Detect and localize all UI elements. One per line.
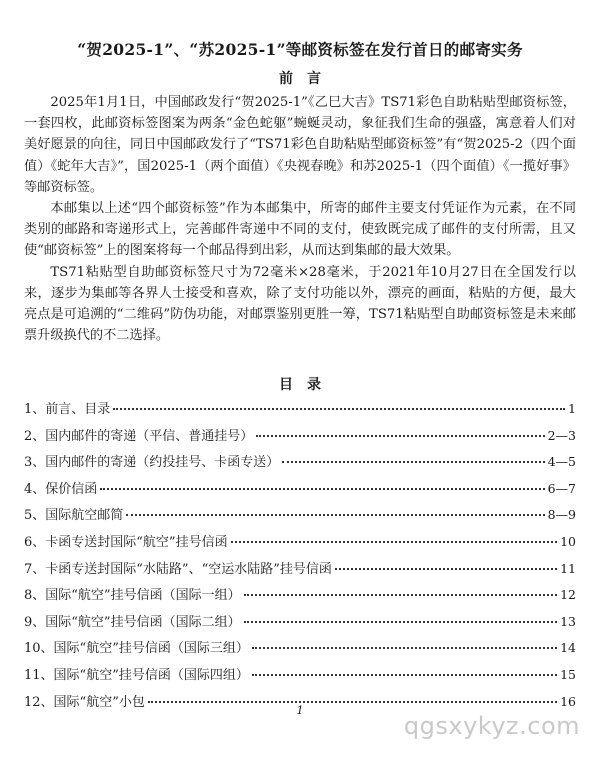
- toc-entry-label: 12、国际“航空”小包: [24, 694, 145, 710]
- toc-entry-page: 15: [560, 666, 576, 682]
- toc-entry: [24, 637, 576, 664]
- table-of-contents: [24, 398, 576, 717]
- toc-entry-page: 11: [560, 560, 576, 576]
- toc-entry-page: 2—3: [547, 427, 576, 443]
- toc-leader-dots: [256, 435, 544, 437]
- toc-entry-page: 1: [568, 401, 576, 416]
- toc-entry-page: 13: [560, 613, 576, 629]
- toc-leader-dots: [231, 541, 558, 543]
- toc-entry-label: 7、卡函专送封国际“水陆路”、“空运水陆路”挂号信函: [24, 561, 332, 577]
- paragraph-1: 2025年1月1日，中国邮政发行“贺2025-1”《乙巳大吉》TS71彩色自助粘贴型邮资标签，一套四枚，此邮资标签图案为两条“金色蛇躯”蜿蜒灵动，象征我们生命的强盛，寓意着人们对美好愿景的向往，同日中国邮政发行了“TS71彩色自助粘贴型邮资标签”有“贺2025-2（四个面值）《蛇年大吉》”，国2025-1（两个面值）《央视春晚》和苏2025-1（四个面值）《一揽好事》等邮资标签。: [24, 95, 576, 195]
- preface-body: [24, 92, 576, 346]
- toc-entry-label: 10、国际“航空”挂号信函（国际三组）: [24, 641, 249, 657]
- toc-entry-label: 2、国内邮件的寄递（平信、普通挂号）: [24, 428, 254, 444]
- toc-entry-page: 10: [560, 533, 576, 549]
- preface-heading: 前言: [279, 71, 335, 87]
- toc-entry-label: 9、国际“航空”挂号信函（国际二组）: [24, 614, 241, 630]
- toc-entry-page: 6—7: [547, 480, 576, 496]
- toc-entry: [24, 398, 576, 425]
- toc-entry-page: 14: [560, 640, 576, 656]
- toc-leader-dots: [126, 514, 544, 516]
- toc-leader-dots: [148, 701, 557, 703]
- toc-heading: 目录: [279, 377, 335, 393]
- toc-entry-page: 8—9: [547, 507, 576, 523]
- toc-leader-dots: [244, 594, 558, 596]
- page-number: 1: [296, 704, 304, 717]
- toc-entry: [24, 558, 576, 585]
- toc-entry-page: 16: [560, 693, 576, 709]
- toc-entry: [24, 478, 576, 505]
- toc-leader-dots: [252, 674, 557, 676]
- toc-leader-dots: [282, 461, 544, 463]
- toc-entry: [24, 504, 576, 531]
- toc-entry: [24, 531, 576, 558]
- document-title: “贺2025-1”、“苏2025-1”等邮资标签在发行首日的邮寄实务: [77, 40, 523, 59]
- toc-leader-dots: [113, 408, 565, 410]
- toc-leader-dots: [244, 621, 558, 623]
- toc-entry: [24, 425, 576, 452]
- toc-entry: [24, 611, 576, 638]
- site-watermark: qgsxykyz.com: [403, 712, 580, 740]
- toc-entry-label: 11、国际“航空”挂号信函（国际四组）: [24, 667, 249, 683]
- toc-entry-label: 6、卡函专送封国际“航空”挂号信函: [24, 534, 228, 550]
- toc-entry-label: 5、国际航空邮简: [24, 508, 124, 524]
- toc-entry-label: 1、前言、目录: [24, 402, 111, 417]
- toc-entry-label: 4、保价信函: [24, 481, 98, 497]
- toc-leader-dots: [252, 647, 557, 649]
- toc-entry-page: 4—5: [547, 454, 576, 470]
- toc-entry: [24, 451, 576, 478]
- toc-entry-page: 12: [560, 587, 576, 603]
- paragraph-3: TS71粘贴型自助邮资标签尺寸为72毫米×28毫米，于2021年10月27日在全国发行以来，逐步为集邮等各界人士接受和喜欢，除了支付功能以外，漂亮的画面，粘贴的方便，最大亮点是可追溯的“二维码”防伪功能，对邮票鉴别更胜一筹，TS71粘贴型自助邮资标签是未来邮票升级换代的不二选择。: [24, 264, 576, 344]
- toc-leader-dots: [335, 568, 557, 570]
- toc-entry-label: 3、国内邮件的寄递（约投挂号、卡函专送）: [24, 455, 280, 471]
- toc-entry: [24, 664, 576, 691]
- toc-entry: [24, 584, 576, 611]
- toc-leader-dots: [100, 488, 544, 490]
- paragraph-2: 本邮集以上述“四个邮资标签”作为本邮集中，所寄的邮件主要支付凭证作为元素，在不同类别的邮路和寄递形式上，完善邮件寄递中不同的支付，使致既完成了邮件的支付所需，且又使“邮资标签”上的图案将每一个邮品得到出彩，从而达到集邮的最大效果。: [24, 201, 576, 259]
- toc-entry-label: 8、国际“航空”挂号信函（国际一组）: [24, 588, 241, 604]
